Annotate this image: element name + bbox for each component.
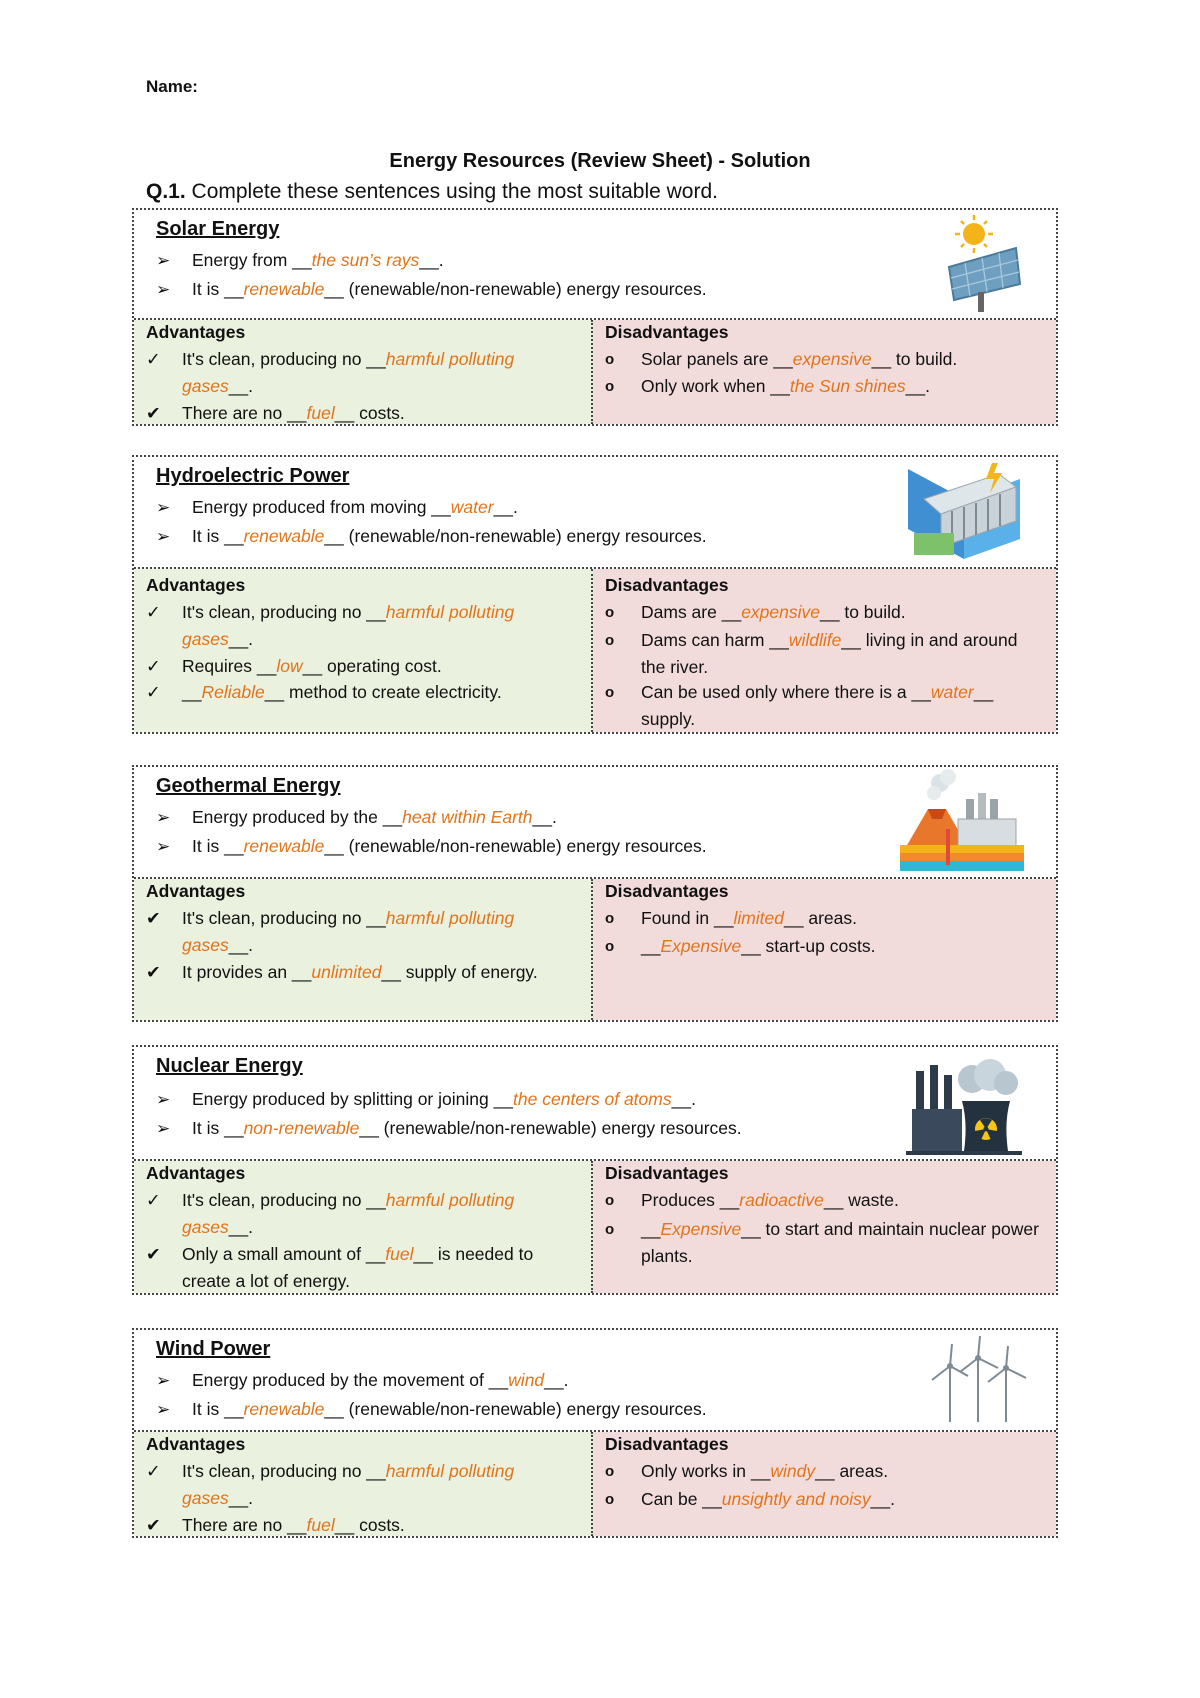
- circle-bullet-icon: o: [605, 1221, 615, 1238]
- check-icon: ✓: [146, 1461, 161, 1481]
- disadvantages-heading: Disadvantages: [605, 322, 729, 342]
- sentence-1: ➢ Energy produced by splitting or joining __the centers of atoms__.: [156, 1089, 696, 1109]
- hydroelectric-dam-icon: [904, 459, 1024, 565]
- advantages-panel: [134, 879, 593, 1020]
- advantages-panel: [134, 1161, 593, 1293]
- section-title: Geothermal Energy: [156, 775, 341, 797]
- disadvantage-item: o Only work when __the Sun shines__.: [605, 373, 1045, 400]
- check-icon: ✓: [146, 1190, 161, 1210]
- answer: renewable: [243, 1399, 325, 1419]
- sentence-2: ➢ It is __renewable__ (renewable/non-renewable) energy resources.: [156, 1399, 707, 1419]
- sentence-1: ➢ Energy produced by the __heat within Earth__.: [156, 807, 557, 827]
- arrow-bullet-icon: ➢: [156, 1371, 171, 1390]
- answer: the sun’s rays: [311, 250, 420, 270]
- arrow-bullet-icon: ➢: [156, 527, 171, 546]
- disadvantages-panel: [593, 320, 1056, 424]
- advantage-item: ✓ It's clean, producing no __harmful polluting gases__.: [146, 1458, 566, 1512]
- disadvantages-heading: Disadvantages: [605, 1163, 729, 1183]
- solar-panel-icon: [934, 212, 1024, 314]
- sentence-2: ➢ It is __renewable__ (renewable/non-renewable) energy resources.: [156, 279, 707, 299]
- arrow-bullet-icon: ➢: [156, 837, 171, 856]
- circle-bullet-icon: o: [605, 1192, 615, 1209]
- advantage-item: ✔ It's clean, producing no __harmful polluting gases__.: [146, 905, 566, 959]
- check-icon: ✓: [146, 602, 161, 622]
- name-label: Name:: [146, 77, 198, 96]
- advantage-item: ✓ __Reliable__ method to create electricity.: [146, 679, 566, 706]
- answer: water: [450, 497, 494, 517]
- circle-bullet-icon: o: [605, 684, 615, 701]
- arrow-bullet-icon: ➢: [156, 280, 171, 299]
- circle-bullet-icon: o: [605, 1463, 615, 1480]
- answer: non-renewable: [243, 1118, 360, 1138]
- check-icon: ✔: [146, 1515, 161, 1535]
- nuclear-plant-icon: [902, 1049, 1026, 1157]
- section-title: Solar Energy: [156, 218, 280, 240]
- disadvantage-item: o Only works in __windy__ areas.: [605, 1458, 1045, 1485]
- advantages-heading: Advantages: [146, 1163, 246, 1183]
- circle-bullet-icon: o: [605, 938, 615, 955]
- circle-bullet-icon: o: [605, 632, 615, 649]
- disadvantages-panel: [593, 1161, 1056, 1293]
- disadvantage-item: o __Expensive__ to start and maintain nuclear power plants.: [605, 1216, 1045, 1270]
- circle-bullet-icon: o: [605, 378, 615, 395]
- disadvantage-item: o Dams are __expensive__ to build.: [605, 599, 1045, 626]
- check-icon: ✓: [146, 349, 161, 369]
- disadvantage-item: o Found in __limited__ areas.: [605, 905, 1045, 932]
- answer: renewable: [243, 836, 325, 856]
- advantage-item: ✔ There are no __fuel__ costs.: [146, 1512, 566, 1539]
- advantage-item: ✓ It's clean, producing no __harmful polluting gases__.: [146, 1187, 566, 1241]
- disadvantage-item: o Produces __radioactive__ waste.: [605, 1187, 1045, 1214]
- advantage-item: ✓ It's clean, producing no __harmful polluting gases__.: [146, 346, 566, 400]
- advantages-panel: [134, 1432, 593, 1536]
- advantages-heading: Advantages: [146, 881, 246, 901]
- section-title: Hydroelectric Power: [156, 465, 350, 487]
- arrow-bullet-icon: ➢: [156, 1090, 171, 1109]
- check-icon: ✔: [146, 403, 161, 423]
- circle-bullet-icon: o: [605, 351, 615, 368]
- arrow-bullet-icon: ➢: [156, 251, 171, 270]
- disadvantages-panel: [593, 1432, 1056, 1536]
- advantages-panel: [134, 569, 593, 732]
- section-geothermal-energy: [132, 765, 1058, 1022]
- sentence-1: ➢ Energy from __the sun’s rays__.: [156, 250, 444, 270]
- geothermal-plant-icon: [896, 769, 1026, 875]
- check-icon: ✔: [146, 1244, 161, 1264]
- advantage-item: ✔ It provides an __unlimited__ supply of energy.: [146, 959, 566, 986]
- arrow-bullet-icon: ➢: [156, 808, 171, 827]
- question-number: Q.1.: [146, 180, 186, 203]
- sentence-1: ➢ Energy produced by the movement of __wind__.: [156, 1370, 569, 1390]
- check-icon: ✓: [146, 682, 161, 702]
- section-wind-power: [132, 1328, 1058, 1538]
- disadvantages-heading: Disadvantages: [605, 1434, 729, 1454]
- disadvantage-item: o Can be __unsightly and noisy__.: [605, 1486, 1045, 1513]
- advantages-heading: Advantages: [146, 322, 246, 342]
- disadvantages-heading: Disadvantages: [605, 881, 729, 901]
- advantages-panel: [134, 320, 593, 424]
- circle-bullet-icon: o: [605, 910, 615, 927]
- arrow-bullet-icon: ➢: [156, 1400, 171, 1419]
- section-title: Nuclear Energy: [156, 1055, 303, 1077]
- section-solar-energy: [132, 208, 1058, 426]
- answer: the centers of atoms: [513, 1089, 672, 1109]
- sentence-2: ➢ It is __renewable__ (renewable/non-renewable) energy resources.: [156, 836, 707, 856]
- section-nuclear-energy: [132, 1045, 1058, 1295]
- disadvantage-item: o Dams can harm __wildlife__ living in and around the river.: [605, 627, 1045, 681]
- check-icon: ✔: [146, 962, 161, 982]
- check-icon: ✔: [146, 908, 161, 928]
- answer: heat within Earth: [402, 807, 533, 827]
- disadvantages-heading: Disadvantages: [605, 575, 729, 595]
- wind-turbines-icon: [926, 1332, 1032, 1424]
- disadvantages-panel: [593, 569, 1056, 732]
- answer: renewable: [243, 526, 325, 546]
- circle-bullet-icon: o: [605, 604, 615, 621]
- sentence-1: ➢ Energy produced from moving __water__.: [156, 497, 518, 517]
- disadvantage-item: o Solar panels are __expensive__ to build.: [605, 346, 1045, 373]
- arrow-bullet-icon: ➢: [156, 1119, 171, 1138]
- section-hydroelectric-power: [132, 455, 1058, 734]
- disadvantage-item: o Can be used only where there is a __water__ supply.: [605, 679, 1045, 733]
- disadvantages-panel: [593, 879, 1056, 1020]
- question-text: Complete these sentences using the most suitable word.: [191, 180, 718, 203]
- advantages-heading: Advantages: [146, 1434, 246, 1454]
- sentence-2: ➢ It is __non-renewable__ (renewable/non-renewable) energy resources.: [156, 1118, 742, 1138]
- advantage-item: ✔ There are no __fuel__ costs.: [146, 400, 566, 427]
- arrow-bullet-icon: ➢: [156, 498, 171, 517]
- section-title: Wind Power: [156, 1338, 271, 1360]
- answer: renewable: [243, 279, 325, 299]
- advantages-heading: Advantages: [146, 575, 246, 595]
- question-1: [146, 180, 718, 204]
- answer: wind: [508, 1370, 545, 1390]
- sentence-2: ➢ It is __renewable__ (renewable/non-renewable) energy resources.: [156, 526, 707, 546]
- advantage-item: ✔ Only a small amount of __fuel__ is needed to create a lot of energy.: [146, 1241, 566, 1295]
- advantage-item: ✓ Requires __low__ operating cost.: [146, 653, 566, 680]
- check-icon: ✓: [146, 656, 161, 676]
- circle-bullet-icon: o: [605, 1491, 615, 1508]
- page-title: Energy Resources (Review Sheet) - Solution: [389, 150, 811, 172]
- disadvantage-item: o __Expensive__ start-up costs.: [605, 933, 1045, 960]
- advantage-item: ✓ It's clean, producing no __harmful polluting gases__.: [146, 599, 566, 653]
